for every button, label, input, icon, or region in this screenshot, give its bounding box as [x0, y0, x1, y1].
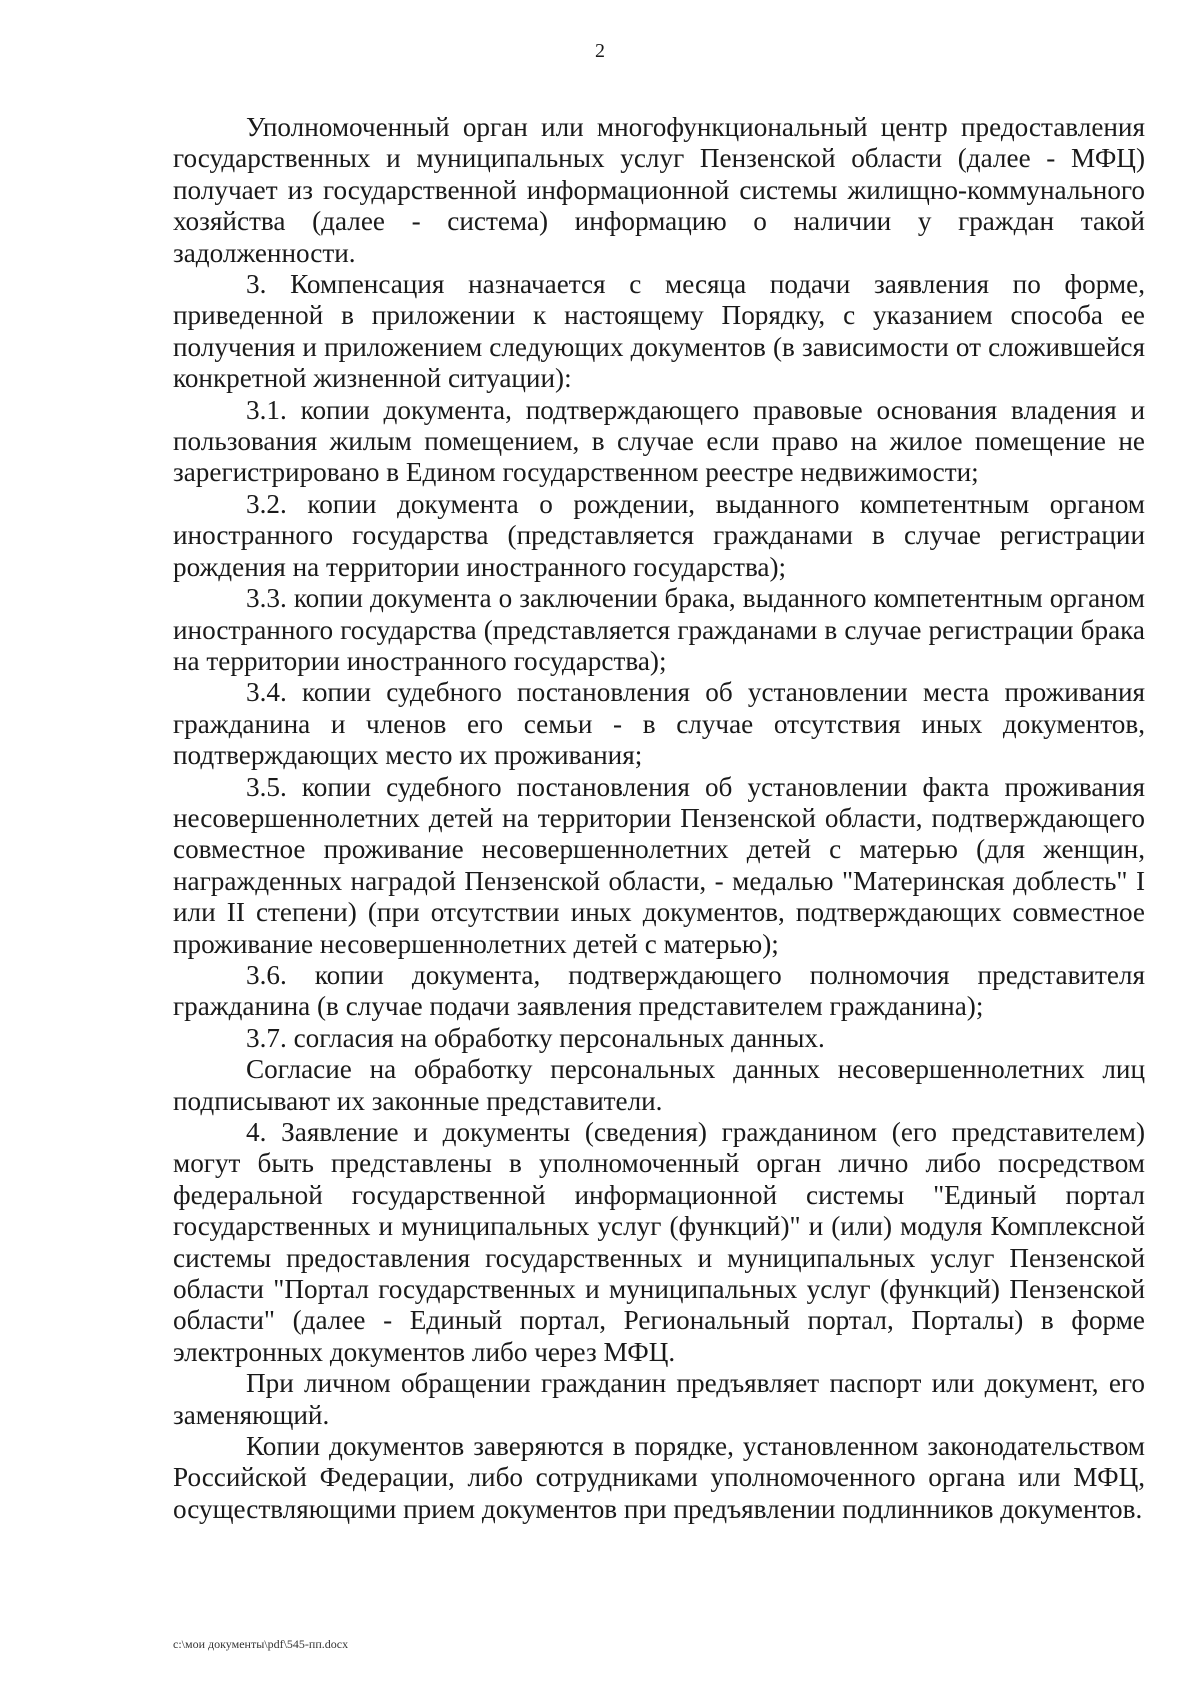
- footer-file-path: c:\мои документы\pdf\545-пп.docx: [173, 1637, 349, 1651]
- paragraph-item-3-5: 3.5. копии судебного постановления об установлении факта проживания несовершеннолетних детей на территории Пензенской области, подтверждающего совместное проживание несовершеннолетних детей с матерью (для женщин, награжденных наградой Пензенской области, - медалью "Материнская доблесть" I или II степени) (при отсутствии иных документов, подтверждающих совместное проживание несовершеннолетних детей с матерью);: [173, 771, 1145, 959]
- paragraph-personal-visit: При личном обращении гражданин предъявляет паспорт или документ, его заменяющий.: [173, 1368, 1145, 1430]
- document-body: [173, 112, 1145, 1525]
- paragraph-item-3-7: 3.7. согласия на обработку персональных данных.: [246, 1022, 825, 1053]
- paragraph-item-3-4: 3.4. копии судебного постановления об установлении места проживания гражданина и членов его семьи - в случае отсутствия иных документов, подтверждающих место их проживания;: [173, 677, 1145, 771]
- paragraph-item-3-6: 3.6. копии документа, подтверждающего полномочия представителя гражданина (в случае подачи заявления представителем гражданина);: [173, 959, 1145, 1022]
- paragraph-item-3: 3. Компенсация назначается с месяца подачи заявления по форме, приведенной в приложении к настоящему Порядку, с указанием способа ее получения и приложением следующих документов (в зависимости от сложившейся конкретной жизненной ситуации):: [173, 269, 1145, 394]
- paragraph-intro: Уполномоченный орган или многофункциональный центр предоставления государственных и муниципальных услуг Пензенской области (далее - МФЦ) получает из государственной информационной системы жилищно-коммунального хозяйства (далее - система) информацию о наличии у граждан такой задолженности.: [173, 112, 1145, 268]
- paragraph-item-3-3: 3.3. копии документа о заключении брака, выданного компетентным органом иностранного государства (представляется гражданами в случае регистрации брака на территории иностранного государства);: [173, 583, 1145, 676]
- paragraph-item-3-2: 3.2. копии документа о рождении, выданного компетентным органом иностранного государства (представляется гражданами в случае регистрации рождения на территории иностранного государства);: [173, 488, 1145, 582]
- paragraph-item-3-1: 3.1. копии документа, подтверждающего правовые основания владения и пользования жилым помещением, в случае если право на жилое помещение не зарегистрировано в Едином государственном реестре недвижимости;: [173, 394, 1145, 488]
- page-number: 2: [595, 40, 605, 62]
- paragraph-consent: Согласие на обработку персональных данных несовершеннолетних лиц подписывают их законные представители.: [173, 1054, 1145, 1116]
- paragraph-copies-certification: Копии документов заверяются в порядке, установленном законодательством Российской Федерации, либо сотрудниками уполномоченного органа или МФЦ, осуществляющими прием документов при предъявлении подлинников документов.: [173, 1431, 1145, 1524]
- paragraph-item-4: 4. Заявление и документы (сведения) гражданином (его представителем) могут быть представлены в уполномоченный орган лично либо посредством федеральной государственной информационной системы "Единый портал государственных и муниципальных услуг (функций)" и (или) модуля Комплексной системы предоставления государственных и муниципальных услуг Пензенской области "Портал государственных и муниципальных услуг (функций) Пензенской области" (далее - Единый портал, Региональный портал, Порталы) в форме электронных документов либо через МФЦ.: [173, 1117, 1145, 1367]
